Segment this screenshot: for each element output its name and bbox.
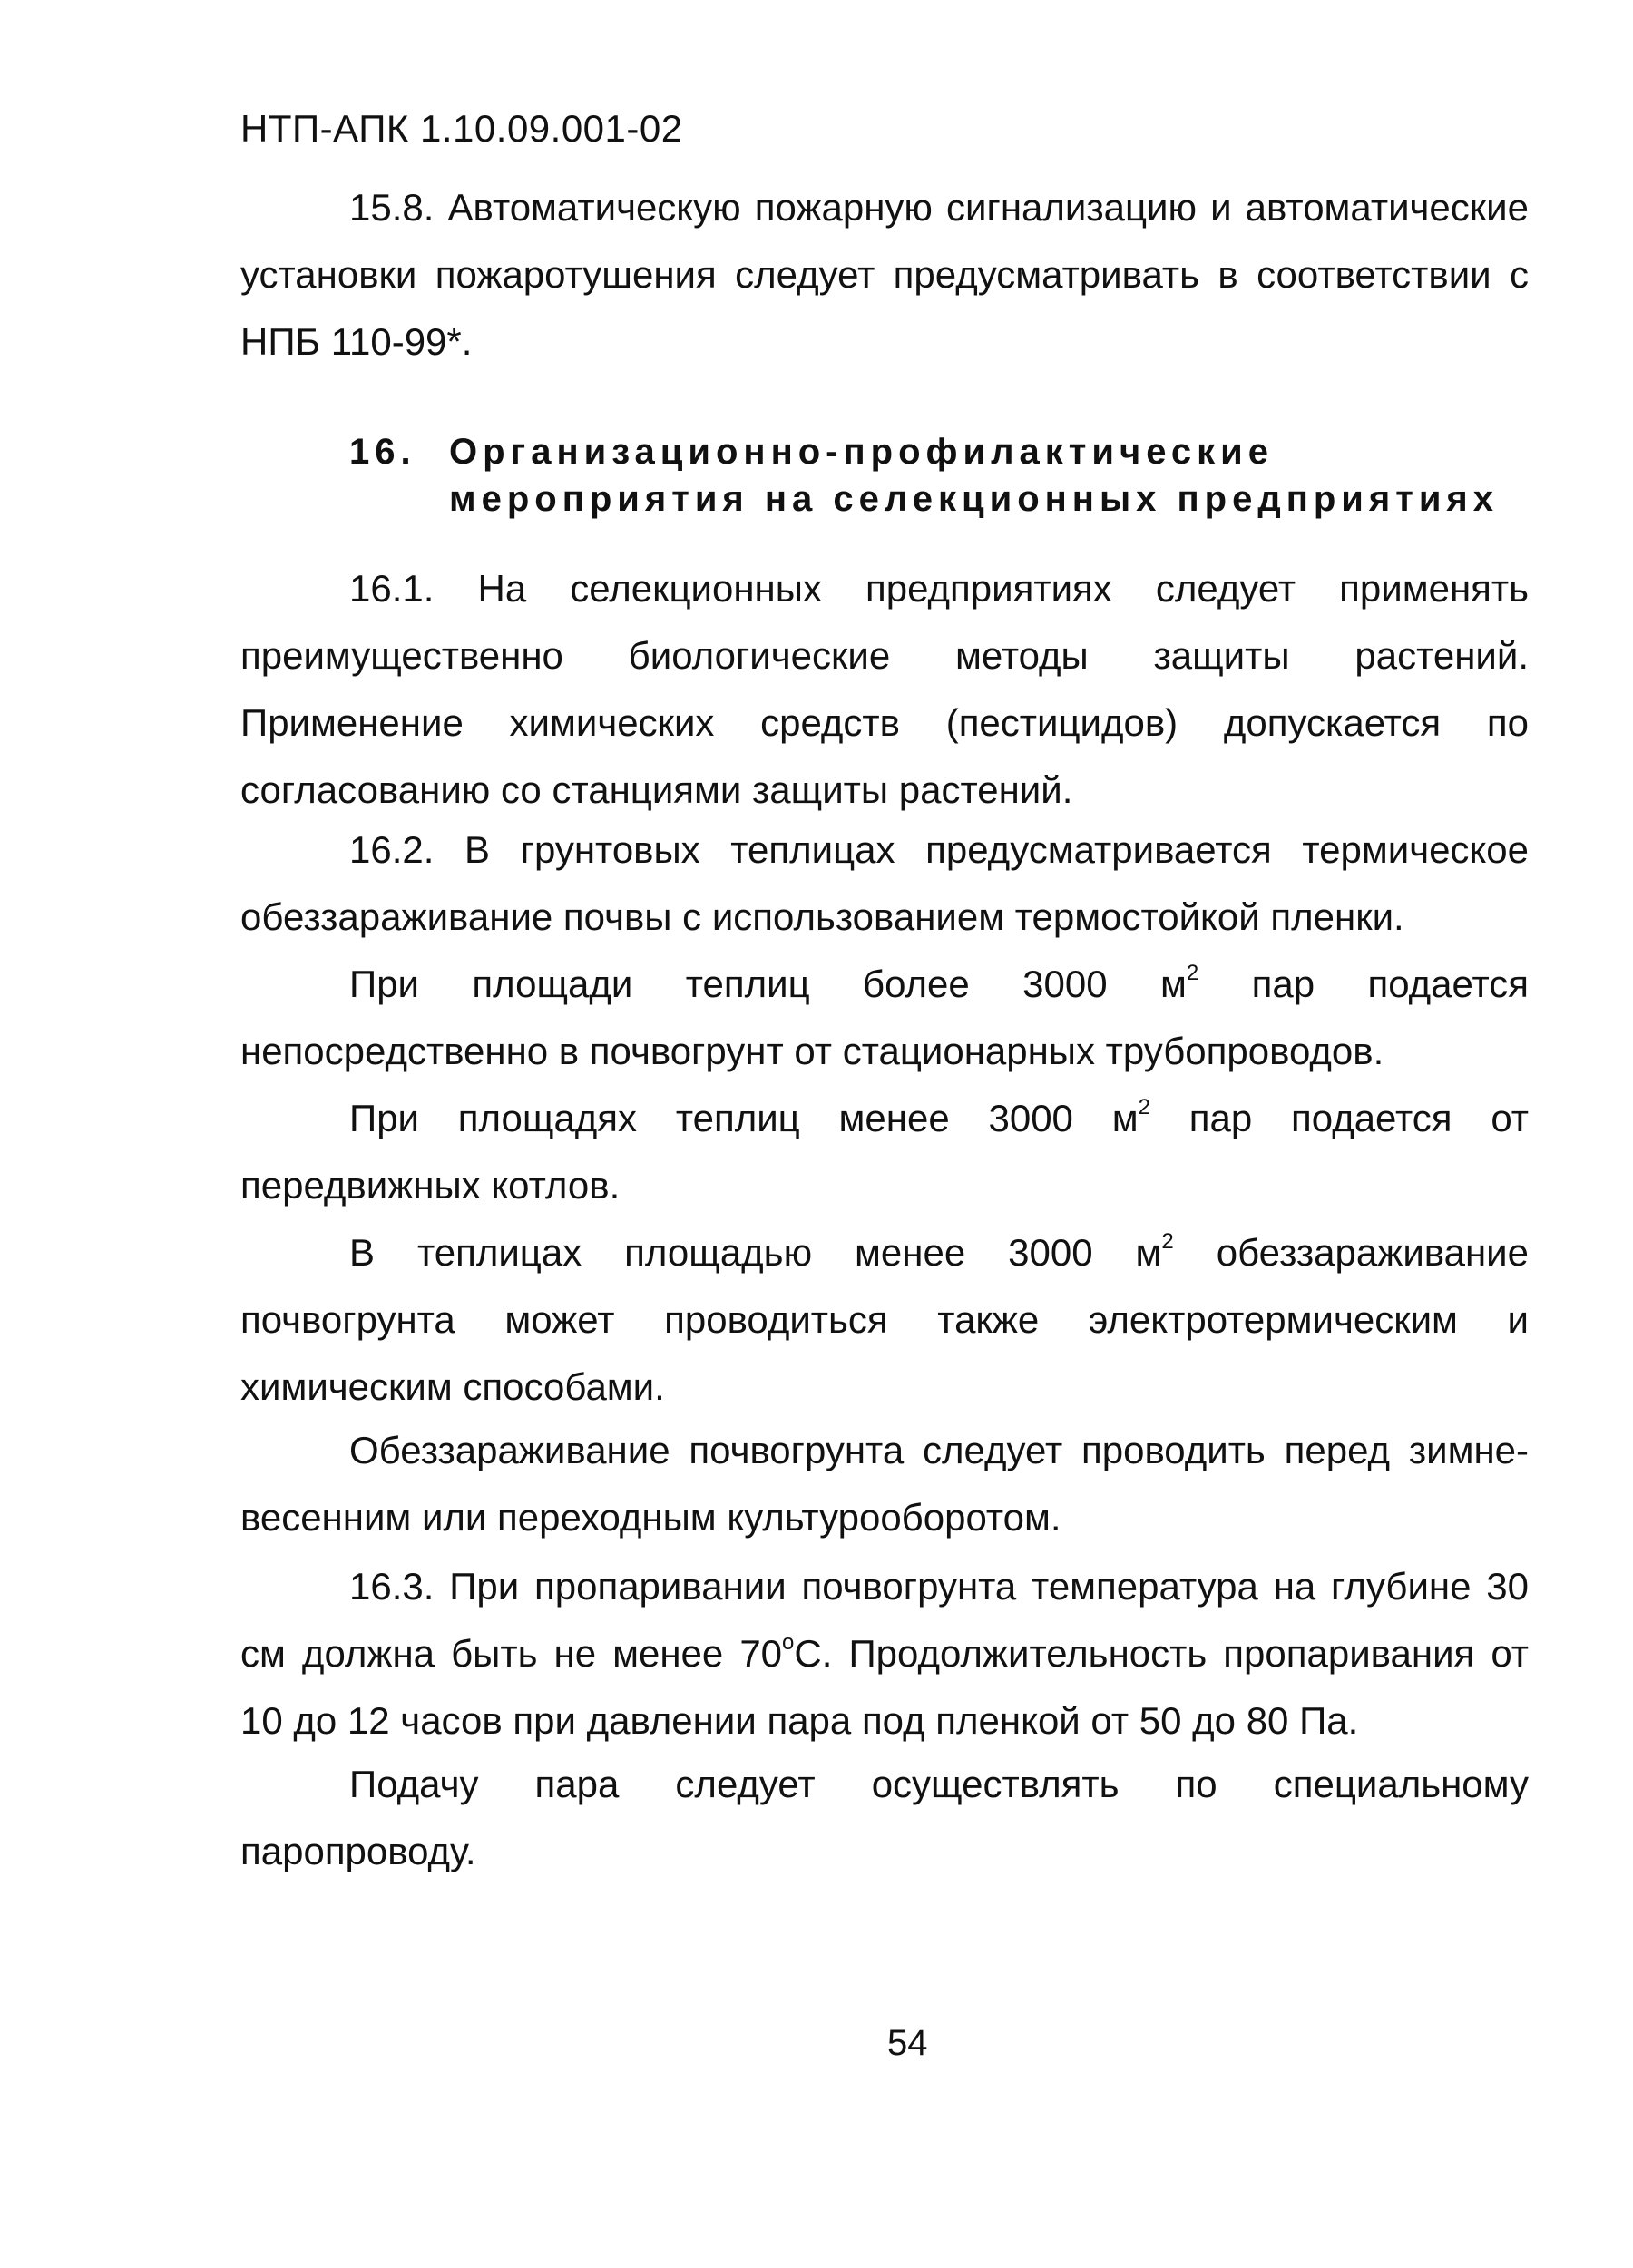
paragraph-area-less-after: пар подается от передвижных котлов. [240,1097,1529,1207]
paragraph-area-less [240,1085,1529,1219]
superscript-2: 2 [1186,961,1199,985]
section-16-title-line2: мероприятия на селекционных предприятиях [449,479,1499,519]
paragraph-15-8-text: 15.8. Автоматическую пожарную сигнализацию и автоматические установки пожаротушения следует предусматривать в соответствии с НПБ 110-99*. [240,186,1529,363]
paragraph-15-8 [240,174,1529,376]
section-16-title-line1: Организационно-профилактические [449,432,1275,472]
paragraph-16-2-text: 16.2. В грунтовых теплицах предусматривается термическое обеззараживание почвы с использованием термостойкой пленки. [240,828,1529,938]
paragraph-16-3-before: 16.3. При пропаривании почвогрунта температура на глубине 30 см должна быть не менее 70 [240,1565,1529,1675]
paragraph-steam [240,1751,1529,1885]
paragraph-area-small-before: В теплицах площадью менее 3000 м [349,1231,1162,1274]
section-16-heading [349,428,1499,523]
paragraph-16-1 [240,555,1529,824]
paragraph-disinfect [240,1417,1529,1551]
paragraph-16-3 [240,1553,1529,1755]
paragraph-area-less-before: При площадях теплиц менее 3000 м [349,1097,1139,1139]
paragraph-area-more-before: При площади теплиц более 3000 м [349,963,1187,1005]
paragraph-steam-text: Подачу пара следует осуществлять по специальному паропроводу. [240,1763,1529,1872]
page-number: 54 [887,2023,928,2063]
document-code-header: НТП-АПК 1.10.09.001-02 [240,107,683,150]
paragraph-16-2 [240,816,1529,951]
paragraph-area-more-after: пар подается непосредственно в почвогрунт от стационарных трубопроводов. [240,963,1529,1072]
superscript-2: 2 [1161,1229,1174,1254]
paragraph-16-1-text: 16.1. На селекционных предприятиях следует применять преимущественно биологические методы защиты растений. Применение химических средств (пестицидов) допускается по согласованию со станциями защиты растений. [240,567,1529,811]
degree-sign: o [782,1630,795,1655]
section-16-number: 16. [349,432,416,472]
paragraph-disinfect-text: Обеззараживание почвогрунта следует проводить перед зимне-весенним или переходным культурооборотом. [240,1429,1529,1539]
paragraph-16-3-after: С. Продолжительность пропаривания от 10 до 12 часов при давлении пара под пленкой от 50 до 80 Па. [240,1632,1530,1742]
paragraph-area-more [240,951,1529,1085]
paragraph-area-small-after: обеззараживание почвогрунта может проводиться также электротермическим и химическим способами. [240,1231,1529,1408]
superscript-2: 2 [1138,1095,1150,1119]
paragraph-area-small [240,1219,1529,1421]
